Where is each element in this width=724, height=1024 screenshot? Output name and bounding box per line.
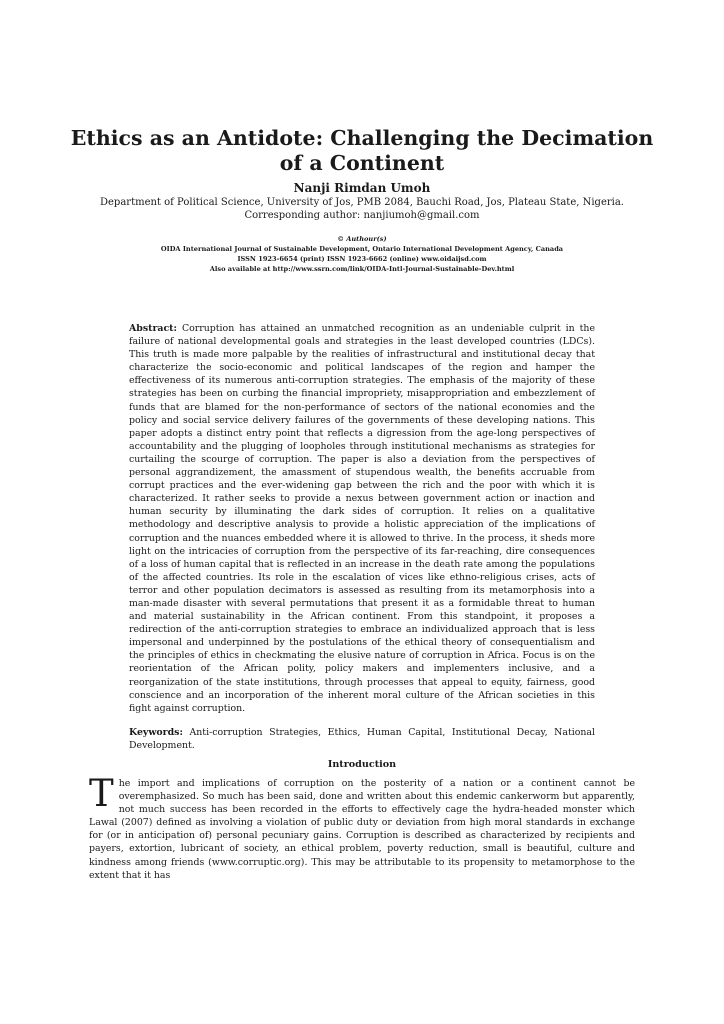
keywords-label: Keywords: [129,727,183,738]
corresponding-author: Corresponding author: nanjiumoh@gmail.com [244,210,480,221]
introduction-body [89,772,635,882]
title-line-2: of a Continent [279,151,445,175]
author-affiliation: Department of Political Science, University of Jos, PMB 2084, Bauchi Road, Jos, Plateau State, Nigeria. [99,197,624,208]
abstract-text: Corruption has attained an unmatched recognition as an undeniable culprit in the failure of national developmental goals and strategies in the least developed countries (LDCs). This truth is made more palpable by the realities of infrastructural and institutional decay that characterize the socio-economic and political landscapes of the region and hamper the effectiveness of its numerous anti-corruption strategies. The emphasis of the majority of these strategies has been on curbing the financial impropriety, misappropriation and embezzlement of funds that are blamed for the non-performance of sectors of the national economies and the policy and social service delivery failures of the governments of these developing nations. This paper adopts a distinct entry point that reflects a digression from the age-long perspectives of accountability and the plugging of loopholes through institutional mechanisms as strategies for curtailing the scourge of corruption. The paper is also a deviation from the perspectives of personal aggrandizement, the amassment of stupendous wealth, the benefits accruable from corrupt practices and the ever-widening gap between the rich and the poor with which it is characterized. It rather seeks to provide a nexus between government action or inaction and human security by illuminating the dark sides of corruption. It relies on a qualitative methodology and descriptive analysis to provide a holistic appreciation of the implications of corruption and the nuances embedded where it is allowed to thrive. In the process, it sheds more light on the intricacies of corruption from the perspective of its far-reaching, dire consequences of a loss of human capital that is reflected in an increase in the death rate among the populations of the affected countries. Its role in the escalation of vices like ethno-religious crises, acts of terror and other population decimators is assessed as resulting from its metamorphosis into a man-made disaster with several permutations that present it as a formidable threat to human and material sustainability in the African continent. From this standpoint, it proposes a redirection of the anti-corruption strategies to embrace an individualized approach that is less impersonal and underpinned by the postulations of the ethical theory of consequentialism and the principles of ethics in checkmating the elusive nature of corruption in Africa. Focus is on the reorientation of the African polity, policy makers and implementers inclusive, and a reorganization of the state institutions, through processes that appeal to equity, fairness, good conscience and an incorporation of the inherent moral culture of the African societies in this fight against corruption. [129,323,596,714]
abstract [129,322,595,715]
abstract-label: Abstract: [129,323,177,334]
availability-line: Also available at http://www.ssrn.com/link/OIDA-Intl-Journal-Sustainable-Dev.html [209,265,515,273]
issn-line: ISSN 1923-6654 (print) ISSN 1923-6662 (online) www.oidaijsd.com [237,255,487,263]
title-line-1: Ethics as an Antidote: Challenging the Decimation [70,126,654,150]
drop-cap: T [89,772,114,815]
copyright-line: © Authour(s) [337,235,387,243]
keywords [129,726,595,752]
introduction-heading: Introduction [327,759,397,770]
journal-line: OIDA International Journal of Sustainable Development, Ontario International Development Agency, Canada [160,245,564,253]
keywords-text: Anti-corruption Strategies, Ethics, Human Capital, Institutional Decay, National Development. [129,727,595,752]
paper-title [60,126,664,176]
introduction-text: he import and implications of corruption on the posterity of a nation or a continent cannot be overemphasized. So much has been said, done and written about this endemic cankerworm but apparently, not much success has been recorded in the efforts to effectively cage the hydra-headed monster which Lawal (2007) defined as involving a violation of public duty or deviation from high moral standards in exchange for (or in anticipation of) personal pecuniary gains. Corruption is described as characterized by recipients and payers, extortion, lubricant of society, an ethical problem, poverty reduction, small is beautiful, culture and kindness among friends (www.corruptic.org). This may be attributable to its propensity to metamorphose to the extent that it has [89,778,635,881]
author-name: Nanji Rimdan Umoh [293,181,431,195]
publication-info [90,234,634,274]
